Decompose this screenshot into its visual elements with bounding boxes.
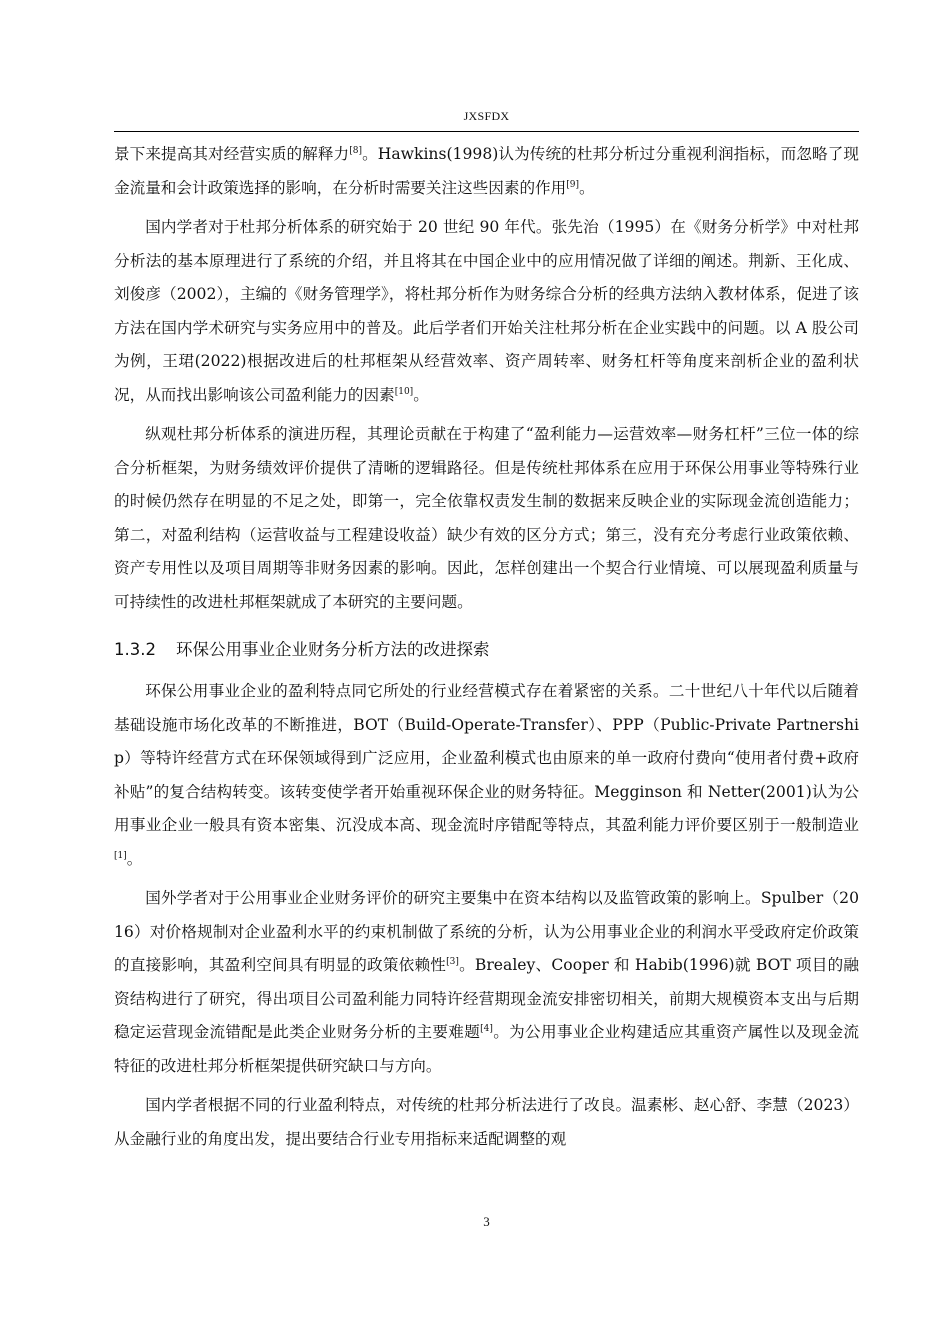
text-run: 。 — [126, 849, 143, 868]
text-run: 环保公用事业企业的盈利特点同它所处的行业经营模式存在着紧密的关系。二十世纪八十年代以后随着基础设施市场化改革的不断推进，BOT（Build-Operate-Transfer）、PPP（Public-Private Partnership）等特许经营方式在环保领域得到广泛应用，企业盈利模式也由原来的单一政府付费向“使用者付费+政府补贴”的复合结构转变。该转变使学者开始重视环保企业的财务特征。Megginson 和 Netter(2001)认为公用事业企业一般具有资本密集、沉没成本高、现金流时序错配等特点，其盈利能力评价要区别于一般制造业 — [114, 682, 859, 834]
text-run: 。 — [413, 385, 429, 404]
page-number: 3 — [483, 1214, 490, 1229]
paragraph-evolution-summary — [114, 418, 859, 619]
paragraph-domestic-research — [114, 211, 859, 412]
text-run: 。 — [578, 178, 595, 197]
citation-marker: [10] — [394, 386, 414, 397]
text-run: 。Hawkins(1998)认为传统的杜邦分析过分重视利润指标，而忽略了现金流量和会计政策选择的影响，在分析时需要关注这些因素的作用 — [114, 145, 859, 197]
citation-marker: [3] — [446, 957, 459, 967]
text-run: 。Brealey、Cooper 和 Habib(1996)就 BOT 项目的融资结构进行了研究，得出项目公司盈利能力同特许经营期现金流安排密切相关，前期大规模资本支出与后期稳定运营现金流错配是此类企业财务分析的主要难题 — [114, 956, 859, 1041]
body-text — [114, 138, 859, 1156]
text-run: 国外学者对于公用事业企业财务评价的研究主要集中在资本结构以及监管政策的影响上。Spulber（2016）对价格规制对企业盈利水平的约束机制做了系统的分析，认为公用事业企业的利润水平受政府定价政策的直接影响，其盈利空间具有明显的政策依赖性 — [114, 889, 859, 974]
citation-marker: [9] — [566, 179, 579, 190]
paragraph-foreign-research — [114, 882, 859, 1083]
text-run: 国内学者对于杜邦分析体系的研究始于 20 世纪 90 年代。张先治（1995）在《财务分析学》中对杜邦分析法的基本原理进行了系统的介绍，并且将其在中国企业中的应用情况做了详细的阐述。荆新、王化成、刘俊彦（2002），主编的《财务管理学》，将杜邦分析作为财务综合分析的经典方法纳入教材体系，促进了该方法在国内学术研究与实务应用中的普及。此后学者们开始关注杜邦分析在企业实践中的问题。以 A 股公司为例，王珺(2022)根据改进后的杜邦框架从经营效率、资产周转率、财务杠杆等角度来剖析企业的盈利状况，从而找出影响该公司盈利能力的因素 — [114, 218, 859, 404]
citation-marker: [8] — [349, 146, 362, 156]
text-run: 纵观杜邦分析体系的演进历程，其理论贡献在于构建了“盈利能力—运营效率—财务杠杆”三位一体的综合分析框架，为财务绩效评价提供了清晰的逻辑路径。但是传统杜邦体系在应用于环保公用事业等特殊行业的时候仍然存在明显的不足之处，即第一，完全依靠权责发生制的数据来反映企业的实际现金流创造能力；第二，对盈利结构（运营收益与工程建设收益）缺少有效的区分方式；第三，没有充分考虑行业政策依赖、资产专用性以及项目周期等非财务因素的影响。因此，怎样创建出一个契合行业情境、可以展现盈利质量与可持续性的改进杜邦框架就成了本研究的主要问题。 — [114, 425, 859, 611]
text-run: 。为公用事业企业构建适应其重资产属性以及现金流特征的改进杜邦分析框架提供研究缺口与方向。 — [114, 1023, 859, 1075]
paragraph-domestic-improvements — [114, 1089, 859, 1156]
section-heading — [114, 635, 859, 665]
section-number: 1.3.2 — [114, 640, 156, 659]
header-rule — [114, 131, 859, 132]
text-run: 景下来提高其对经营实质的解释力 — [114, 145, 350, 163]
section-title: 环保公用事业企业财务分析方法的改进探索 — [176, 640, 490, 659]
citation-marker: [4] — [480, 1024, 493, 1034]
paragraph-profit-characteristics — [114, 675, 859, 876]
paragraph-continued — [114, 138, 859, 205]
text-run: 国内学者根据不同的行业盈利特点，对传统的杜邦分析法进行了改良。温素彬、赵心舒、李慧（2023）从金融行业的角度出发，提出要结合行业专用指标来适配调整的观 — [114, 1096, 859, 1148]
citation-marker: [1] — [114, 850, 127, 861]
running-header: JXSFDX — [463, 109, 510, 123]
